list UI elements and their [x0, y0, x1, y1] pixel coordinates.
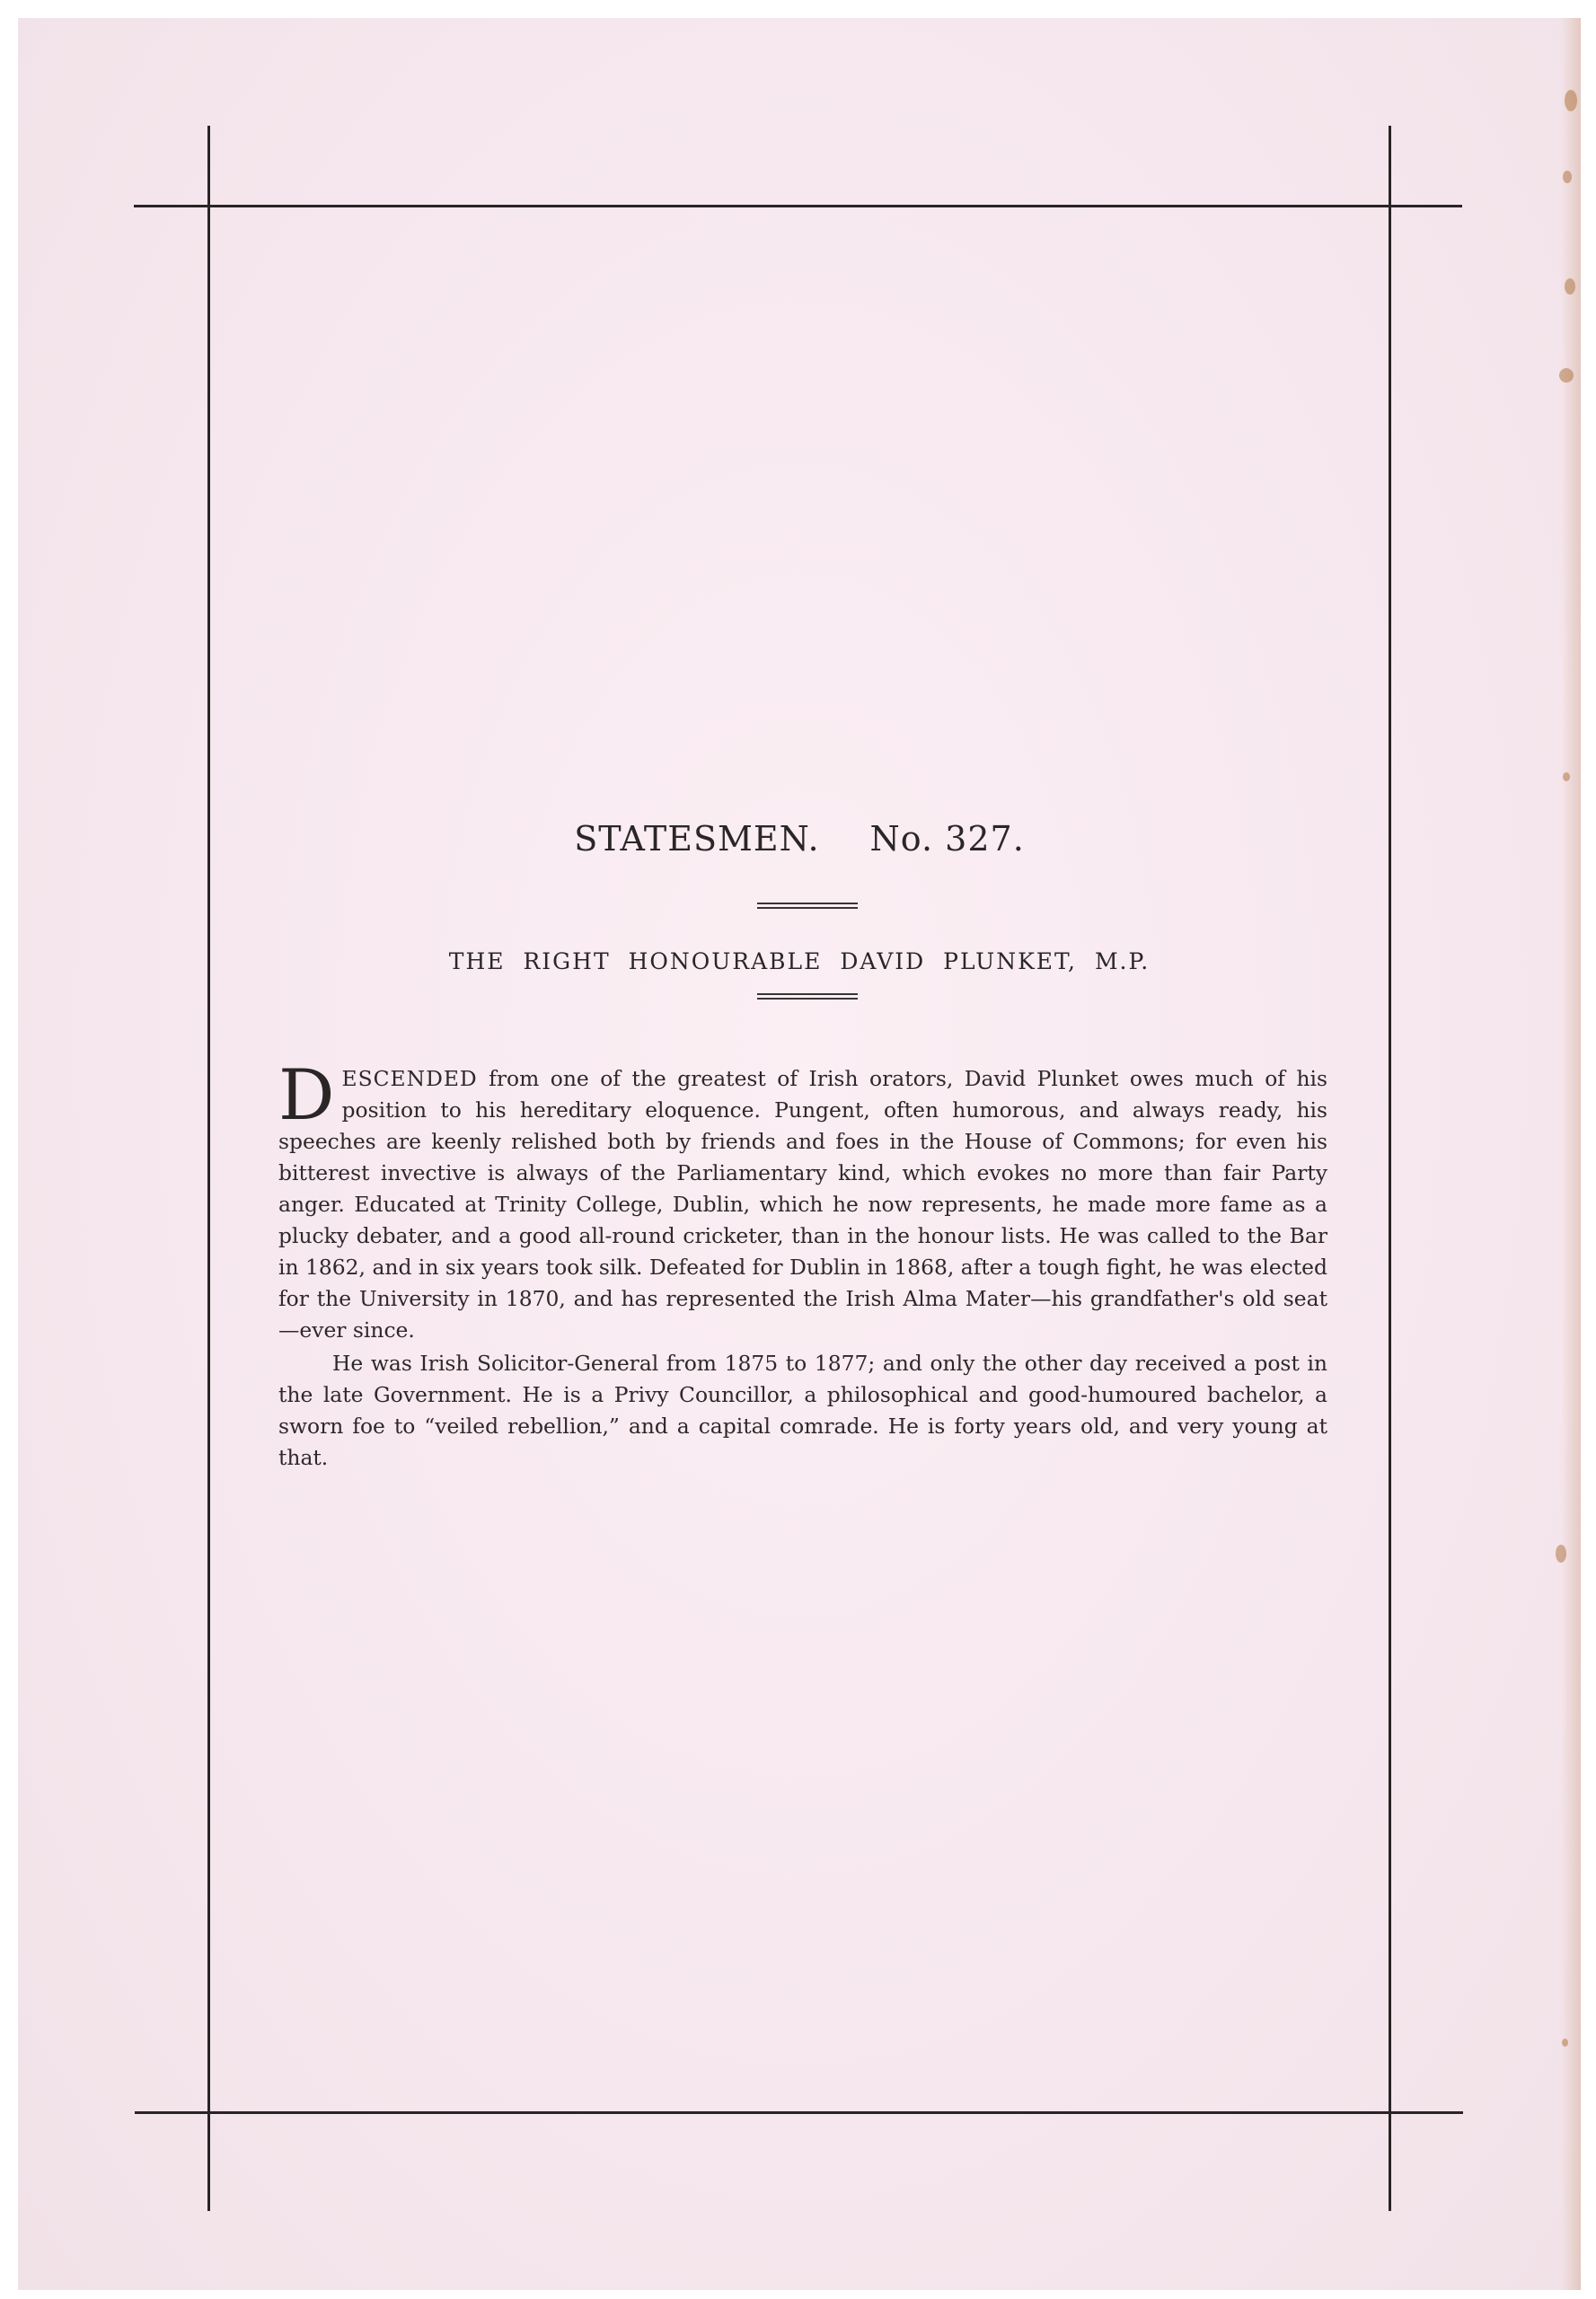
frame-right-rule: [1389, 126, 1391, 2211]
article-paragraph-2: He was Irish Solicitor-General from 1875 to 1877; and only the other day received a post in the late Government. He is a Privy Councillor, a philosophical and good-humoured bachelor, a sworn foe to “veiled rebellion,” and a capital comrade. He is forty years old, and very young at that.: [278, 1351, 1327, 1470]
printed-page: [18, 18, 1581, 2290]
foxing-spot: [1563, 772, 1570, 781]
drop-cap: D: [278, 1055, 335, 1136]
foxing-spot: [1559, 368, 1574, 383]
frame-left-rule: [207, 126, 210, 2211]
article-paragraph-1: [278, 1055, 1327, 1346]
frame-top-rule: [134, 205, 1462, 207]
ornamental-rule-lower: [757, 993, 858, 1000]
series-label: STATESMEN.: [574, 819, 820, 859]
page-edge-discoloration: [1561, 18, 1581, 2290]
foxing-spot: [1562, 2039, 1568, 2047]
ornamental-rule-upper: [757, 903, 858, 909]
foxing-spot: [1556, 1545, 1566, 1563]
frame-bottom-rule: [135, 2111, 1463, 2114]
foxing-spot: [1565, 90, 1577, 111]
article-body: [278, 1055, 1327, 1474]
foxing-spot: [1565, 278, 1575, 295]
series-number: No. 327.: [869, 819, 1025, 859]
subject-title: THE RIGHT HONOURABLE DAVID PLUNKET, M.P.: [448, 948, 1151, 974]
series-title: [18, 819, 1581, 859]
lead-word: ESCENDED: [341, 1066, 478, 1091]
foxing-spot: [1563, 171, 1572, 183]
paragraph-1-text: from one of the greatest of Irish orators, David Plunket owes much of his position to his hereditary eloquence. Pungent, often humorous, and always ready, his speeches are keenly relished both by friends and foes in the House of Commons; for even his bitterest invective is always of the Parliamentary kind, which evokes no more than fair Party anger. Educated at Trinity College, Dublin, which he now represents, he made more fame as a plucky debater, and a good all-round cricketer, than in the honour lists. He was called to the Bar in 1862, and in six years took silk. Defeated for Dublin in 1868, after a tough fight, he was elected for the University in 1870, and has represented the Irish Alma Mater—his grandfather's old seat—ever since.: [278, 1066, 1327, 1343]
